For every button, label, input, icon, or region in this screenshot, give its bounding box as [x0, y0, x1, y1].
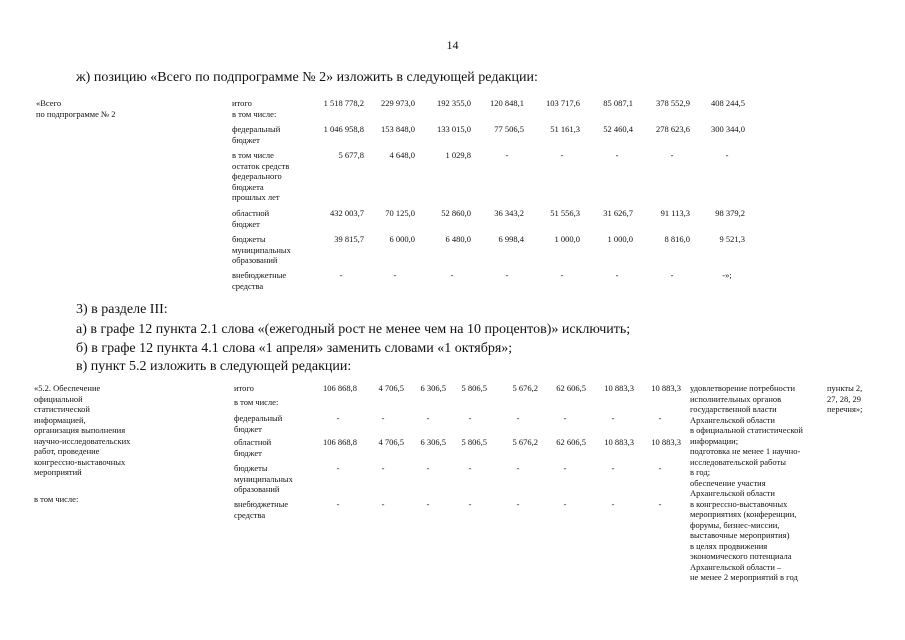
cell-value: 6 998,4 [498, 234, 524, 244]
cell-value: 36 343,2 [494, 208, 524, 218]
row-label: внебюджетные средства [232, 270, 287, 291]
cell-value: - [505, 270, 509, 280]
cell-value: 106 868,8 [323, 437, 357, 447]
cell-value: 5 676,2 [512, 437, 538, 447]
cell-value: 378 552,9 [656, 98, 690, 108]
cell-value: - [468, 413, 472, 423]
cell-value: 5 806,5 [461, 437, 487, 447]
cell-value: - [658, 499, 662, 509]
cell-value: - [426, 463, 430, 473]
section3-item-a: а) в графе 12 пункта 2.1 слова «(ежегодный рост не менее чем на 10 процентов)» исключить; [76, 322, 631, 337]
row-label: в том числе остаток средств федерального бюджета прошлых лет [232, 150, 290, 202]
row-label: в том числе: [234, 397, 279, 407]
cell-value: 1 000,0 [607, 234, 633, 244]
cell-value: 4 648,0 [389, 150, 415, 160]
cell-value: - [336, 413, 340, 423]
cell-value: 10 883,3 [651, 383, 681, 393]
cell-value: - [336, 463, 340, 473]
cell-value: -»; [722, 270, 732, 280]
cell-value: - [563, 463, 567, 473]
section3-heading: 3) в разделе III: [76, 302, 168, 317]
cell-value: 300 344,0 [711, 124, 745, 134]
cell-value: 39 815,7 [334, 234, 364, 244]
cell-value: 6 480,0 [445, 234, 471, 244]
cell-value: 98 379,2 [715, 208, 745, 218]
cell-value: 278 623,6 [656, 124, 690, 134]
table1-title: «Всего по подпрограмме № 2 [36, 98, 116, 119]
cell-value: - [670, 150, 674, 160]
cell-value: - [611, 463, 615, 473]
cell-value: - [615, 270, 619, 280]
row-label: областной бюджет [234, 437, 272, 458]
cell-value: - [658, 413, 662, 423]
cell-value: 10 883,3 [604, 383, 634, 393]
row-label: областной бюджет [232, 208, 270, 229]
cell-value: 6 000,0 [389, 234, 415, 244]
cell-value: - [658, 463, 662, 473]
cell-value: 51 556,3 [550, 208, 580, 218]
cell-value: - [516, 463, 520, 473]
page-number: 14 [446, 38, 459, 52]
cell-value: 192 355,0 [437, 98, 471, 108]
row-label: бюджеты муниципальных образований [234, 463, 293, 494]
cell-value: 52 860,0 [441, 208, 471, 218]
row-label: федеральный бюджет [234, 413, 283, 434]
table2-title: «5.2. Обеспечение официальной статистической информацией, организация выполнения научно-исследовательских работ, проведение конгрессно-выставочных мероприятий [34, 383, 131, 477]
cell-value: 1 518 778,2 [323, 98, 364, 108]
cell-value: 1 046 958,8 [323, 124, 364, 134]
cell-value: 6 306,5 [420, 437, 446, 447]
cell-value: 432 003,7 [330, 208, 364, 218]
cell-value: - [450, 270, 454, 280]
cell-value: - [563, 499, 567, 509]
cell-value: - [339, 270, 343, 280]
cell-value: - [505, 150, 509, 160]
cell-value: - [611, 413, 615, 423]
cell-value: 5 677,8 [338, 150, 364, 160]
row-label: итого [234, 383, 254, 393]
cell-value: - [516, 499, 520, 509]
cell-value: 85 087,1 [603, 98, 633, 108]
cell-value: 31 626,7 [603, 208, 633, 218]
cell-value: 51 161,3 [550, 124, 580, 134]
cell-value: 133 015,0 [437, 124, 471, 134]
cell-value: 120 848,1 [490, 98, 524, 108]
table2-subtitle: в том числе: [34, 494, 79, 504]
cell-value: 5 806,5 [461, 383, 487, 393]
table2-result: удовлетворение потребности исполнительных органов государственной власти Архангельской области в официальной статистической информации; подготовка не менее 1 научно- исследовательской работы в год; обеспечение участия Архангельской области в конгрессно-выставочных мероприятиях (конференции, форумы, бизнес-миссии, выставочные мероприятия) в целях продвижения экономического потенциала Архангельской области – не менее 2 мероприятий в год [690, 383, 803, 582]
cell-value: - [611, 499, 615, 509]
cell-value: 77 506,5 [494, 124, 524, 134]
cell-value: - [468, 463, 472, 473]
cell-value: - [336, 499, 340, 509]
cell-value: - [615, 150, 619, 160]
cell-value: 91 113,3 [660, 208, 690, 218]
row-label: внебюджетные средства [234, 499, 289, 520]
cell-value: 10 883,3 [604, 437, 634, 447]
row-label: бюджеты муниципальных образований [232, 234, 291, 265]
cell-value: 10 883,3 [651, 437, 681, 447]
cell-value: 8 816,0 [664, 234, 690, 244]
cell-value: 9 521,3 [719, 234, 745, 244]
cell-value: - [381, 463, 385, 473]
cell-value: - [393, 270, 397, 280]
cell-value: - [381, 499, 385, 509]
cell-value: 52 460,4 [603, 124, 633, 134]
cell-value: - [725, 150, 729, 160]
row-label: федеральный бюджет [232, 124, 281, 145]
item-zh-text: ж) позицию «Всего по подпрограмме № 2» изложить в следующей редакции: [76, 70, 538, 85]
cell-value: 229 973,0 [381, 98, 415, 108]
section3-item-v: в) пункт 5.2 изложить в следующей редакции: [76, 359, 352, 374]
cell-value: 106 868,8 [323, 383, 357, 393]
cell-value: - [381, 413, 385, 423]
cell-value: 62 606,5 [556, 383, 586, 393]
cell-value: 4 706,5 [378, 437, 404, 447]
cell-value: - [468, 499, 472, 509]
cell-value: - [516, 413, 520, 423]
cell-value: 5 676,2 [512, 383, 538, 393]
cell-value: - [426, 499, 430, 509]
section3-item-b: б) в графе 12 пункта 4.1 слова «1 апреля» заменить словами «1 октября»; [76, 341, 513, 356]
cell-value: - [426, 413, 430, 423]
cell-value: 103 717,6 [546, 98, 580, 108]
table2-references: пункты 2, 27, 28, 29 перечня»; [827, 383, 863, 414]
cell-value: 153 848,0 [381, 124, 415, 134]
row-label: итого в том числе: [232, 98, 277, 119]
cell-value: 62 606,5 [556, 437, 586, 447]
cell-value: 408 244,5 [711, 98, 745, 108]
cell-value: - [670, 270, 674, 280]
cell-value: - [560, 150, 564, 160]
cell-value: 70 125,0 [385, 208, 415, 218]
cell-value: - [560, 270, 564, 280]
cell-value: 1 000,0 [554, 234, 580, 244]
cell-value: 4 706,5 [378, 383, 404, 393]
cell-value: 1 029,8 [445, 150, 471, 160]
cell-value: 6 306,5 [420, 383, 446, 393]
cell-value: - [563, 413, 567, 423]
